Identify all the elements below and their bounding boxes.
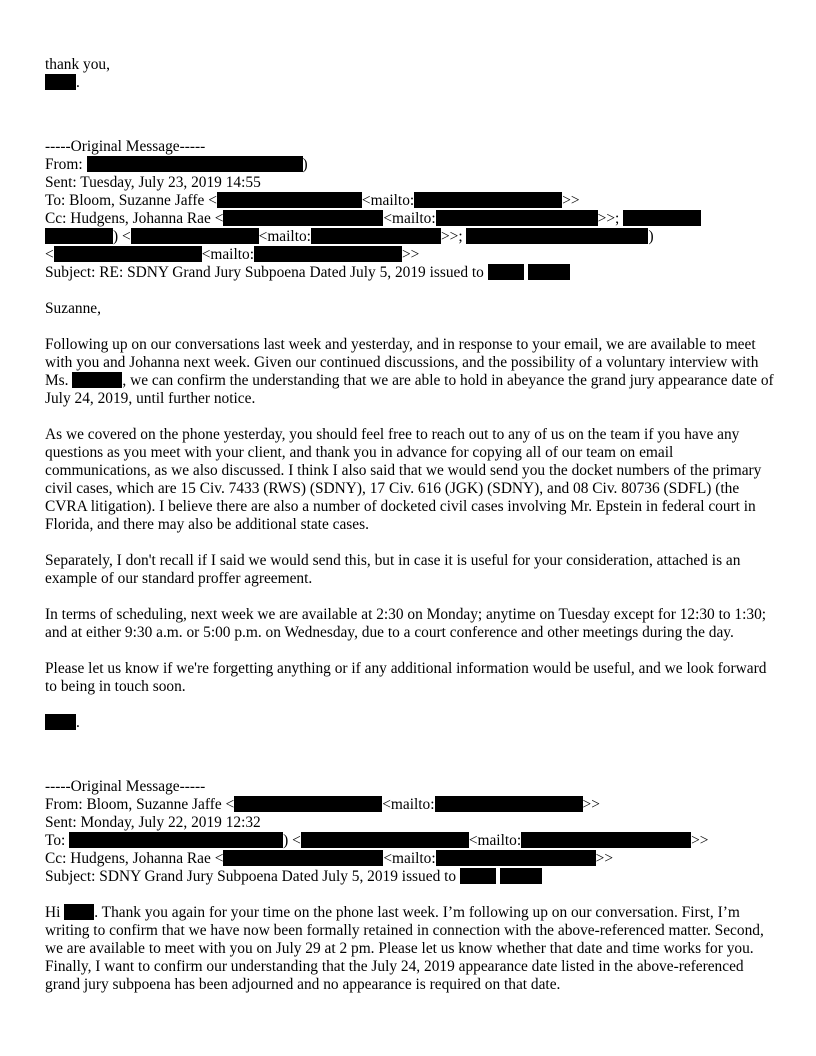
body-paragraph: Following up on our conversations last week and yesterday, and in response to your email, we are available to meet with you and Johanna next week. Given our continued discussions, and the possibility of a voluntary interview with Ms. , we can confirm the understanding that we are able to hold in abeyance the grand jury appearance date of July 24, 2019, until further notice.: [45, 336, 774, 407]
email-document: [45, 56, 775, 994]
redaction-block: [223, 850, 383, 866]
body-paragraph: Please let us know if we're forgetting anything or if any additional information would be useful, and we look forward to being in touch soon.: [45, 660, 767, 695]
redaction-block: [623, 210, 701, 226]
redaction-block: [488, 264, 524, 280]
cc-line: Cc: Hudgens, Johanna Rae < <mailto: >>: [45, 850, 614, 867]
redaction-block: [521, 832, 691, 848]
redaction-block: [460, 868, 496, 884]
redaction-block: [311, 228, 441, 244]
redaction-block: [436, 210, 598, 226]
redaction-block: [87, 156, 303, 172]
signoff-signature: .: [45, 74, 775, 92]
message-separator: -----Original Message-----: [45, 138, 206, 155]
message-separator: -----Original Message-----: [45, 778, 206, 795]
redaction-block: [500, 868, 542, 884]
body-paragraph: Hi . Thank you again for your time on the phone last week. I’m following up on our conversation. First, I’m writing to confirm that we have now been formally retained in connection with the above-referenced matter. Second, we are available to meet with you on July 29 at 2 pm. Please let us know whether that date and time works for you. Finally, I want to confirm our understanding that the July 24, 2019 appearance date listed in the above-referenced grand jury subpoena has been adjourned and no appearance is required on that date.: [45, 904, 764, 993]
redaction-block: [64, 904, 94, 920]
redaction-block: [54, 246, 202, 262]
cc-line: Cc: Hudgens, Johanna Rae < <mailto: >>;: [45, 210, 775, 228]
redaction-block: [301, 832, 469, 848]
signoff-thanks: thank you,: [45, 56, 110, 73]
redaction-block: [69, 832, 283, 848]
sent-line: Sent: Tuesday, July 23, 2019 14:55: [45, 174, 261, 191]
redaction-block: [234, 796, 382, 812]
redaction-block: [466, 228, 648, 244]
original-message-header-1: [45, 138, 775, 282]
sent-line: Sent: Monday, July 22, 2019 12:32: [45, 814, 261, 831]
to-line: To: ) < <mailto: >>: [45, 832, 709, 849]
body-paragraph: Separately, I don't recall if I said we would send this, but in case it is useful for your consideration, attached is an example of our standard proffer agreement.: [45, 552, 741, 587]
redaction-block: [223, 210, 383, 226]
redaction-block: [528, 264, 570, 280]
original-message-header-2: [45, 778, 775, 886]
to-line: To: Bloom, Suzanne Jaffe < <mailto: >>: [45, 192, 580, 209]
cc-line-continued: < <mailto: >>: [45, 246, 420, 263]
redaction-block: [217, 192, 362, 208]
redaction-block: [45, 74, 76, 90]
cc-line-continued: ) < <mailto: >>; ): [45, 228, 775, 246]
redaction-block: [72, 372, 122, 388]
from-line: From: ): [45, 156, 308, 173]
greeting: Suzanne,: [45, 300, 101, 317]
redaction-block: [435, 796, 583, 812]
subject-line: Subject: RE: SDNY Grand Jury Subpoena Dated July 5, 2019 issued to: [45, 264, 775, 282]
redaction-block: [254, 246, 402, 262]
redaction-block: [414, 192, 562, 208]
from-line: From: Bloom, Suzanne Jaffe < <mailto: >>: [45, 796, 600, 813]
subject-line: Subject: SDNY Grand Jury Subpoena Dated July 5, 2019 issued to: [45, 868, 775, 886]
redaction-block: [45, 228, 113, 244]
body-paragraph: As we covered on the phone yesterday, you should feel free to reach out to any of us on the team if you have any questions as you meet with your client, and thank you in advance for copying all of our team on email communications, as we also discussed. I think I also said that we would send you the docket numbers of the primary civil cases, which are 15 Civ. 7433 (RWS) (SDNY), 17 Civ. 616 (JGK) (SDNY), and 08 Civ. 80736 (SDFL) (the CVRA litigation). I believe there are also a number of docketed civil cases involving Mr. Epstein in federal court in Florida, and there may also be additional state cases.: [45, 426, 762, 533]
redaction-block: [45, 714, 76, 730]
redaction-block: [436, 850, 596, 866]
redaction-block: [131, 228, 259, 244]
body-paragraph: In terms of scheduling, next week we are available at 2:30 on Monday; anytime on Tuesday except for 12:30 to 1:30; and at either 9:30 a.m. or 5:00 p.m. on Wednesday, due to a court conference and other meetings during the day.: [45, 606, 767, 641]
signature: .: [45, 714, 775, 732]
